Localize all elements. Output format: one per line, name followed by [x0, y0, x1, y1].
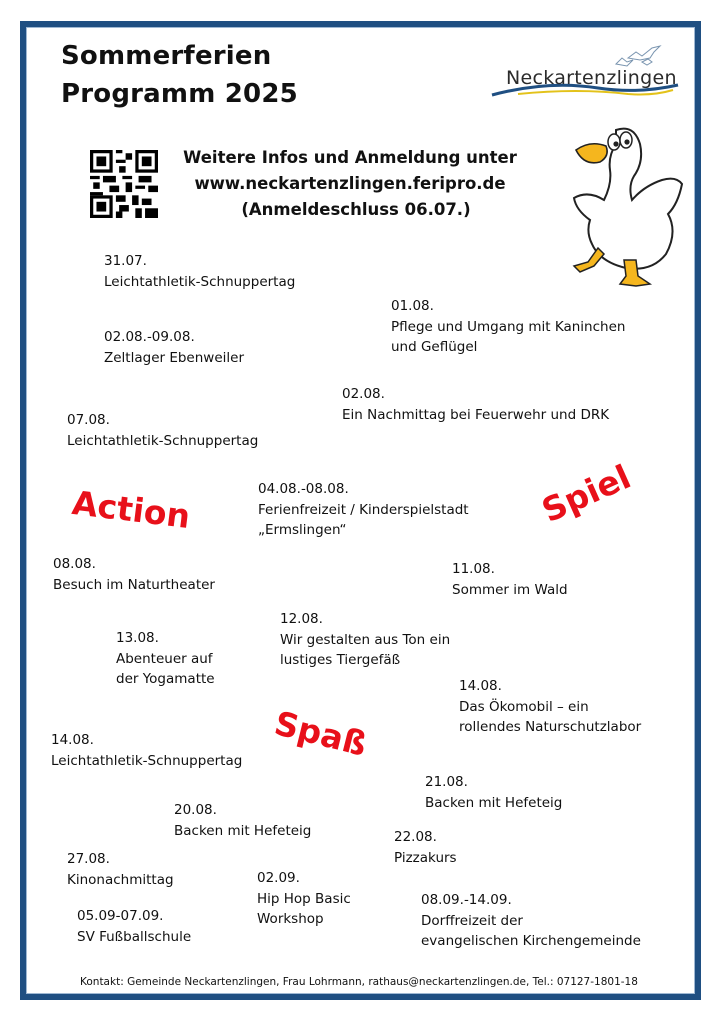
event-date: 08.09.-14.09. — [421, 892, 512, 908]
event-title: Das Ökomobil – ein — [459, 698, 589, 715]
event-title: Pflege und Umgang mit Kaninchen — [391, 318, 626, 335]
event-item — [280, 609, 450, 671]
event-title: Ferienfreizeit / Kinderspielstadt — [258, 501, 469, 518]
event-item — [452, 559, 568, 600]
event-date: 31.07. — [104, 253, 147, 269]
event-date: 14.08. — [51, 732, 94, 748]
event-title: Zeltlager Ebenweiler — [104, 349, 245, 366]
event-item — [258, 479, 469, 541]
event-date: 14.08. — [459, 678, 502, 694]
event-date: 12.08. — [280, 611, 323, 627]
word-spiel: Spiel — [536, 456, 637, 531]
event-title-cont: „Ermslingen“ — [258, 522, 347, 538]
event-item — [174, 800, 311, 841]
info-line-1: Weitere Infos und Anmeldung unter — [183, 148, 517, 167]
event-title: Leichtathletik-Schnuppertag — [51, 752, 243, 769]
event-title-cont: evangelischen Kirchengemeinde — [421, 933, 641, 949]
event-title: SV Fußballschule — [77, 928, 192, 945]
event-date: 02.09. — [257, 870, 300, 886]
word-spass: Spaß — [270, 703, 371, 764]
event-title: Dorffreizeit der — [421, 912, 523, 929]
event-item — [421, 890, 641, 952]
event-title: Sommer im Wald — [452, 581, 568, 598]
registration-url[interactable]: www.neckartenzlingen.feripro.de — [194, 174, 506, 193]
event-date: 27.08. — [67, 851, 110, 867]
event-title: Kinonachmittag — [67, 871, 174, 888]
event-date: 05.09-07.09. — [77, 908, 164, 924]
event-item — [67, 410, 258, 451]
event-item — [53, 554, 215, 595]
event-date: 01.08. — [391, 298, 434, 314]
event-date: 20.08. — [174, 802, 217, 818]
event-date: 04.08.-08.08. — [258, 481, 349, 497]
event-title: Leichtathletik-Schnuppertag — [104, 273, 296, 290]
event-date: 22.08. — [394, 829, 437, 845]
event-title-cont: und Geflügel — [391, 339, 478, 355]
event-title: Wir gestalten aus Ton ein — [280, 631, 451, 648]
event-item — [342, 384, 609, 425]
event-item — [67, 849, 174, 890]
registration-deadline: (Anmeldeschluss 06.07.) — [241, 200, 471, 219]
event-title: Ein Nachmittag bei Feuerwehr und DRK — [342, 406, 610, 423]
event-date: 07.08. — [67, 412, 110, 428]
event-item — [116, 628, 215, 690]
event-title: Backen mit Hefeteig — [425, 794, 563, 811]
event-item — [394, 827, 457, 868]
event-item — [104, 251, 295, 292]
event-title-cont: Workshop — [257, 911, 324, 927]
page-title — [61, 37, 298, 113]
duck-mascot-icon — [568, 120, 688, 295]
event-title: Leichtathletik-Schnuppertag — [67, 432, 259, 449]
event-date: 21.08. — [425, 774, 468, 790]
qr-code-icon[interactable] — [90, 150, 158, 218]
event-date: 02.08.-09.08. — [104, 329, 195, 345]
event-date: 02.08. — [342, 386, 385, 402]
municipality-logo — [488, 40, 683, 100]
event-title: Hip Hop Basic — [257, 890, 351, 907]
event-title-cont: lustiges Tiergefäß — [280, 652, 401, 668]
event-title-cont: der Yogamatte — [116, 671, 215, 687]
event-title: Abenteuer auf — [116, 650, 213, 667]
event-date: 11.08. — [452, 561, 495, 577]
event-item — [391, 296, 625, 358]
logo-text: Neckartenzlingen — [506, 67, 677, 89]
event-date: 13.08. — [116, 630, 159, 646]
event-date: 08.08. — [53, 556, 96, 572]
event-title: Besuch im Naturtheater — [53, 576, 215, 593]
word-action: Action — [70, 482, 193, 537]
registration-info — [170, 145, 530, 223]
title-line-2: Programm 2025 — [61, 79, 298, 109]
title-line-1: Sommerferien — [61, 41, 272, 71]
event-title: Backen mit Hefeteig — [174, 822, 312, 839]
event-item — [257, 868, 351, 930]
contact-footer: Kontakt: Gemeinde Neckartenzlingen, Frau Lohrmann, rathaus@neckartenzlingen.de, Tel.: 07127-1801-18 — [80, 976, 638, 988]
event-item — [459, 676, 641, 738]
event-item — [425, 772, 562, 813]
event-item — [104, 327, 244, 368]
event-title-cont: rollendes Naturschutzlabor — [459, 719, 642, 735]
event-item — [77, 906, 191, 947]
event-item — [51, 730, 242, 771]
event-title: Pizzakurs — [394, 849, 457, 866]
